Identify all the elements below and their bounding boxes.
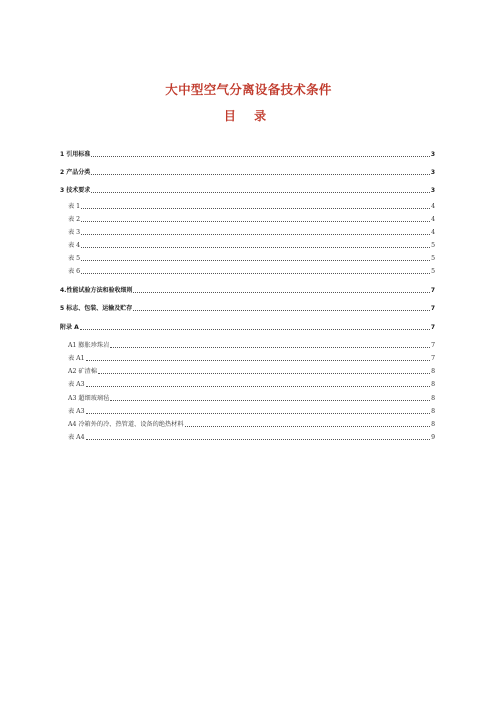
toc-entry[interactable] bbox=[60, 239, 435, 249]
toc-entry-page-number: 4 bbox=[431, 229, 435, 236]
toc-entry[interactable] bbox=[60, 200, 435, 210]
toc-entry-page-number: 5 bbox=[431, 242, 435, 249]
toc-entry-page-number: 8 bbox=[431, 368, 435, 375]
toc-entry-label: 表 1 bbox=[68, 203, 81, 210]
toc-entry[interactable] bbox=[60, 418, 435, 428]
toc-dot-leader bbox=[81, 208, 430, 209]
toc-entry-page-number: 3 bbox=[430, 187, 435, 194]
toc-dot-leader bbox=[81, 260, 430, 261]
toc-entry[interactable] bbox=[60, 284, 435, 294]
toc-entry-label: A4 冷箱外的冷、热管道、设备的绝热材料 bbox=[68, 421, 184, 428]
toc-entry[interactable] bbox=[60, 302, 435, 312]
toc-entry[interactable] bbox=[60, 213, 435, 223]
toc-dot-leader bbox=[110, 347, 430, 348]
toc-dot-leader bbox=[98, 373, 430, 374]
toc-entry-page-number: 7 bbox=[431, 342, 435, 349]
toc-dot-leader bbox=[81, 221, 430, 222]
toc-entry[interactable] bbox=[60, 252, 435, 262]
toc-dot-leader bbox=[91, 156, 430, 157]
toc-entry-label: A3 超细玻璃毡 bbox=[68, 395, 110, 402]
toc-entry[interactable] bbox=[60, 392, 435, 402]
toc-entry-label: 表 A4 bbox=[68, 434, 85, 441]
toc-entry[interactable] bbox=[60, 405, 435, 415]
toc-dot-leader bbox=[86, 386, 431, 387]
toc-dot-leader bbox=[91, 174, 430, 175]
toc-entry[interactable] bbox=[60, 226, 435, 236]
toc-entry-label: 5 标志、包装、运输及贮存 bbox=[60, 305, 133, 312]
toc-dot-leader bbox=[110, 400, 430, 401]
toc-entry-label: 2 产品分类 bbox=[60, 169, 91, 176]
toc-entry[interactable] bbox=[60, 431, 435, 441]
toc-entry[interactable] bbox=[60, 339, 435, 349]
toc-entry-page-number: 8 bbox=[431, 408, 435, 415]
toc-entry-page-number: 3 bbox=[430, 151, 435, 158]
toc-entry-label: 1 引用标准 bbox=[60, 151, 91, 158]
toc-entry-label: 3 技术要求 bbox=[60, 187, 91, 194]
toc-entry-page-number: 7 bbox=[430, 324, 435, 331]
toc-entry-label: 表 5 bbox=[68, 255, 81, 262]
toc-entry-page-number: 7 bbox=[430, 305, 435, 312]
toc-entry-page-number: 7 bbox=[431, 355, 435, 362]
toc-entry-label: 表 6 bbox=[68, 268, 81, 275]
toc-entry-label: 附录 A bbox=[60, 324, 79, 331]
toc-entry-page-number: 5 bbox=[431, 255, 435, 262]
toc-dot-leader bbox=[81, 247, 430, 248]
toc-dot-leader bbox=[81, 234, 430, 235]
toc-heading: 目 录 bbox=[223, 109, 274, 123]
toc-entry-label: 表 3 bbox=[68, 229, 81, 236]
toc-entry-label: A1 膨胀珍珠岩 bbox=[68, 342, 110, 349]
toc-entry[interactable] bbox=[60, 352, 435, 362]
toc-entry[interactable] bbox=[60, 378, 435, 388]
toc-entry[interactable] bbox=[60, 148, 435, 158]
toc-entry[interactable] bbox=[60, 265, 435, 275]
toc-entry-page-number: 4 bbox=[431, 216, 435, 223]
toc-dot-leader bbox=[133, 310, 430, 311]
document-title: 大中型空气分离设备技术条件 bbox=[165, 82, 332, 97]
toc-entry[interactable] bbox=[60, 184, 435, 194]
toc-entry-page-number: 3 bbox=[430, 169, 435, 176]
toc-dot-leader bbox=[86, 360, 431, 361]
toc-entry-label: 4.性能试验方法和验收细则 bbox=[60, 287, 133, 294]
toc-dot-leader bbox=[185, 426, 431, 427]
toc-entry-label: A2 矿渣棉 bbox=[68, 368, 97, 375]
toc-dot-leader bbox=[86, 439, 431, 440]
toc-entry[interactable] bbox=[60, 321, 435, 331]
toc-dot-leader bbox=[91, 192, 430, 193]
toc-entry-page-number: 8 bbox=[431, 421, 435, 428]
toc-entry[interactable] bbox=[60, 166, 435, 176]
toc-entry-label: 表 A1 bbox=[68, 355, 85, 362]
toc-entry-label: 表 A3 bbox=[68, 381, 85, 388]
toc-entry-page-number: 9 bbox=[431, 434, 435, 441]
toc-dot-leader bbox=[133, 292, 429, 293]
toc-dot-leader bbox=[86, 413, 431, 414]
toc-entry-label: 表 4 bbox=[68, 242, 81, 249]
toc-entry-label: 表 A3 bbox=[68, 408, 85, 415]
toc-entry-page-number: 5 bbox=[431, 268, 435, 275]
toc-entry-page-number: 4 bbox=[431, 203, 435, 210]
toc-entry-page-number: 7 bbox=[430, 287, 435, 294]
toc-entry-label: 表 2 bbox=[68, 216, 81, 223]
toc-entry-page-number: 8 bbox=[431, 381, 435, 388]
toc-entry-page-number: 8 bbox=[431, 395, 435, 402]
toc-dot-leader bbox=[80, 329, 430, 330]
toc-dot-leader bbox=[81, 273, 430, 274]
toc-entry[interactable] bbox=[60, 365, 435, 375]
